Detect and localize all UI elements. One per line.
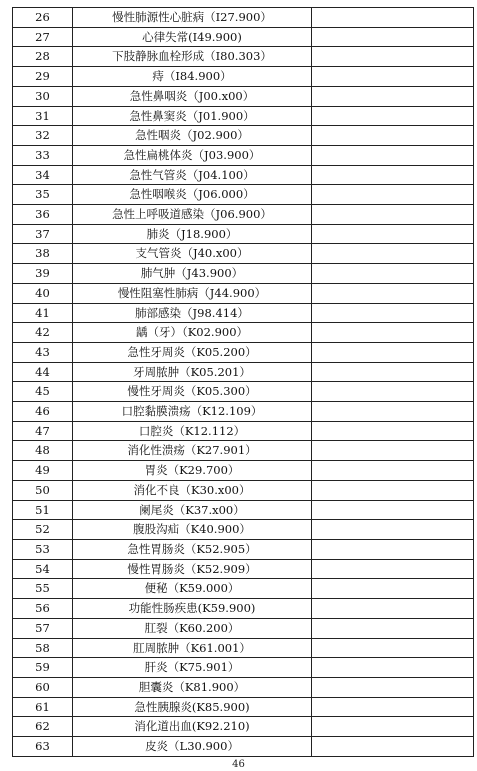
empty-cell	[312, 27, 474, 47]
table-row	[13, 382, 474, 402]
empty-cell	[312, 283, 474, 303]
empty-cell	[312, 402, 474, 422]
table-row	[13, 323, 474, 343]
table-row	[13, 145, 474, 165]
diagnosis-name-cell: 急性咽炎（J02.900）	[73, 126, 312, 146]
row-number-cell: 56	[13, 599, 73, 619]
diagnosis-name-cell: 口腔黏膜溃疡（K12.109）	[73, 402, 312, 422]
diagnosis-name-cell: 急性胃肠炎（K52.905）	[73, 539, 312, 559]
empty-cell	[312, 441, 474, 461]
diagnosis-name-cell: 慢性肺源性心脏病（I27.900）	[73, 8, 312, 28]
table-row	[13, 480, 474, 500]
empty-cell	[312, 86, 474, 106]
row-number-cell: 46	[13, 402, 73, 422]
empty-cell	[312, 677, 474, 697]
empty-cell	[312, 67, 474, 87]
row-number-cell: 36	[13, 205, 73, 225]
empty-cell	[312, 520, 474, 540]
table-row	[13, 86, 474, 106]
diagnosis-name-cell: 皮炎（L30.900）	[73, 737, 312, 757]
diagnosis-name-cell: 支气管炎（J40.x00）	[73, 244, 312, 264]
row-number-cell: 27	[13, 27, 73, 47]
row-number-cell: 33	[13, 145, 73, 165]
row-number-cell: 45	[13, 382, 73, 402]
row-number-cell: 62	[13, 717, 73, 737]
table-row	[13, 362, 474, 382]
diagnosis-name-cell: 胃炎（K29.700）	[73, 461, 312, 481]
row-number-cell: 60	[13, 677, 73, 697]
table-row	[13, 618, 474, 638]
table-row	[13, 461, 474, 481]
table-row	[13, 185, 474, 205]
diagnosis-name-cell: 阑尾炎（K37.x00）	[73, 500, 312, 520]
diagnosis-name-cell: 下肢静脉血栓形成（I80.303）	[73, 47, 312, 67]
diagnosis-name-cell: 龋（牙）（K02.900）	[73, 323, 312, 343]
row-number-cell: 37	[13, 224, 73, 244]
table-row	[13, 677, 474, 697]
empty-cell	[312, 106, 474, 126]
empty-cell	[312, 165, 474, 185]
table-row	[13, 500, 474, 520]
diagnosis-name-cell: 慢性阻塞性肺病（J44.900）	[73, 283, 312, 303]
row-number-cell: 59	[13, 658, 73, 678]
row-number-cell: 51	[13, 500, 73, 520]
table-row	[13, 737, 474, 757]
empty-cell	[312, 638, 474, 658]
diagnosis-name-cell: 腹股沟疝（K40.900）	[73, 520, 312, 540]
row-number-cell: 61	[13, 697, 73, 717]
empty-cell	[312, 480, 474, 500]
table-row	[13, 599, 474, 619]
row-number-cell: 26	[13, 8, 73, 28]
empty-cell	[312, 559, 474, 579]
row-number-cell: 38	[13, 244, 73, 264]
diagnosis-name-cell: 慢性牙周炎（K05.300）	[73, 382, 312, 402]
empty-cell	[312, 579, 474, 599]
diagnosis-name-cell: 急性上呼吸道感染（J06.900）	[73, 205, 312, 225]
row-number-cell: 28	[13, 47, 73, 67]
row-number-cell: 42	[13, 323, 73, 343]
diagnosis-table	[12, 7, 474, 757]
table-row	[13, 579, 474, 599]
diagnosis-name-cell: 消化不良（K30.x00）	[73, 480, 312, 500]
row-number-cell: 29	[13, 67, 73, 87]
row-number-cell: 63	[13, 737, 73, 757]
empty-cell	[312, 145, 474, 165]
row-number-cell: 43	[13, 342, 73, 362]
empty-cell	[312, 737, 474, 757]
diagnosis-name-cell: 肛裂（K60.200）	[73, 618, 312, 638]
row-number-cell: 50	[13, 480, 73, 500]
empty-cell	[312, 323, 474, 343]
diagnosis-name-cell: 牙周脓肿（K05.201）	[73, 362, 312, 382]
table-row	[13, 264, 474, 284]
table-row	[13, 47, 474, 67]
row-number-cell: 41	[13, 303, 73, 323]
table-row	[13, 402, 474, 422]
table-row	[13, 205, 474, 225]
empty-cell	[312, 303, 474, 323]
empty-cell	[312, 618, 474, 638]
diagnosis-name-cell: 功能性肠疾患(K59.900)	[73, 599, 312, 619]
diagnosis-name-cell: 急性鼻窦炎（J01.900）	[73, 106, 312, 126]
diagnosis-name-cell: 肺炎（J18.900）	[73, 224, 312, 244]
row-number-cell: 49	[13, 461, 73, 481]
table-row	[13, 520, 474, 540]
row-number-cell: 40	[13, 283, 73, 303]
diagnosis-name-cell: 消化道出血(K92.210)	[73, 717, 312, 737]
empty-cell	[312, 205, 474, 225]
table-row	[13, 283, 474, 303]
empty-cell	[312, 539, 474, 559]
row-number-cell: 52	[13, 520, 73, 540]
row-number-cell: 55	[13, 579, 73, 599]
empty-cell	[312, 362, 474, 382]
diagnosis-name-cell: 慢性胃肠炎（K52.909）	[73, 559, 312, 579]
row-number-cell: 47	[13, 421, 73, 441]
empty-cell	[312, 461, 474, 481]
row-number-cell: 39	[13, 264, 73, 284]
diagnosis-name-cell: 便秘（K59.000）	[73, 579, 312, 599]
row-number-cell: 30	[13, 86, 73, 106]
row-number-cell: 44	[13, 362, 73, 382]
table-row	[13, 638, 474, 658]
table-row	[13, 27, 474, 47]
page-number: 46	[232, 759, 245, 770]
empty-cell	[312, 126, 474, 146]
table-row	[13, 421, 474, 441]
table-row	[13, 67, 474, 87]
diagnosis-name-cell: 肺部感染（J98.414）	[73, 303, 312, 323]
empty-cell	[312, 8, 474, 28]
diagnosis-name-cell: 肺气肿（J43.900）	[73, 264, 312, 284]
diagnosis-name-cell: 急性鼻咽炎（J00.x00）	[73, 86, 312, 106]
diagnosis-name-cell: 急性气管炎（J04.100）	[73, 165, 312, 185]
diagnosis-name-cell: 口腔炎（K12.112）	[73, 421, 312, 441]
row-number-cell: 54	[13, 559, 73, 579]
table-row	[13, 717, 474, 737]
table-row	[13, 441, 474, 461]
empty-cell	[312, 717, 474, 737]
row-number-cell: 32	[13, 126, 73, 146]
row-number-cell: 48	[13, 441, 73, 461]
row-number-cell: 58	[13, 638, 73, 658]
diagnosis-name-cell: 心律失常(I49.900)	[73, 27, 312, 47]
diagnosis-name-cell: 肝炎（K75.901）	[73, 658, 312, 678]
table-row	[13, 126, 474, 146]
table-row	[13, 165, 474, 185]
empty-cell	[312, 185, 474, 205]
table-row	[13, 303, 474, 323]
table-row	[13, 658, 474, 678]
empty-cell	[312, 421, 474, 441]
diagnosis-name-cell: 急性牙周炎（K05.200）	[73, 342, 312, 362]
table-row	[13, 539, 474, 559]
diagnosis-name-cell: 肛周脓肿（K61.001）	[73, 638, 312, 658]
table-row	[13, 106, 474, 126]
table-row	[13, 8, 474, 28]
empty-cell	[312, 47, 474, 67]
table-row	[13, 559, 474, 579]
empty-cell	[312, 500, 474, 520]
table-row	[13, 342, 474, 362]
empty-cell	[312, 658, 474, 678]
diagnosis-name-cell: 痔（I84.900）	[73, 67, 312, 87]
table-row	[13, 244, 474, 264]
diagnosis-table-body	[13, 8, 474, 757]
empty-cell	[312, 342, 474, 362]
table-row	[13, 224, 474, 244]
diagnosis-name-cell: 急性胰腺炎(K85.900)	[73, 697, 312, 717]
diagnosis-name-cell: 急性扁桃体炎（J03.900）	[73, 145, 312, 165]
row-number-cell: 35	[13, 185, 73, 205]
diagnosis-name-cell: 消化性溃疡（K27.901）	[73, 441, 312, 461]
diagnosis-name-cell: 急性咽喉炎（J06.000）	[73, 185, 312, 205]
row-number-cell: 34	[13, 165, 73, 185]
empty-cell	[312, 382, 474, 402]
row-number-cell: 53	[13, 539, 73, 559]
row-number-cell: 57	[13, 618, 73, 638]
empty-cell	[312, 599, 474, 619]
diagnosis-name-cell: 胆囊炎（K81.900）	[73, 677, 312, 697]
empty-cell	[312, 264, 474, 284]
empty-cell	[312, 244, 474, 264]
empty-cell	[312, 224, 474, 244]
empty-cell	[312, 697, 474, 717]
table-row	[13, 697, 474, 717]
row-number-cell: 31	[13, 106, 73, 126]
